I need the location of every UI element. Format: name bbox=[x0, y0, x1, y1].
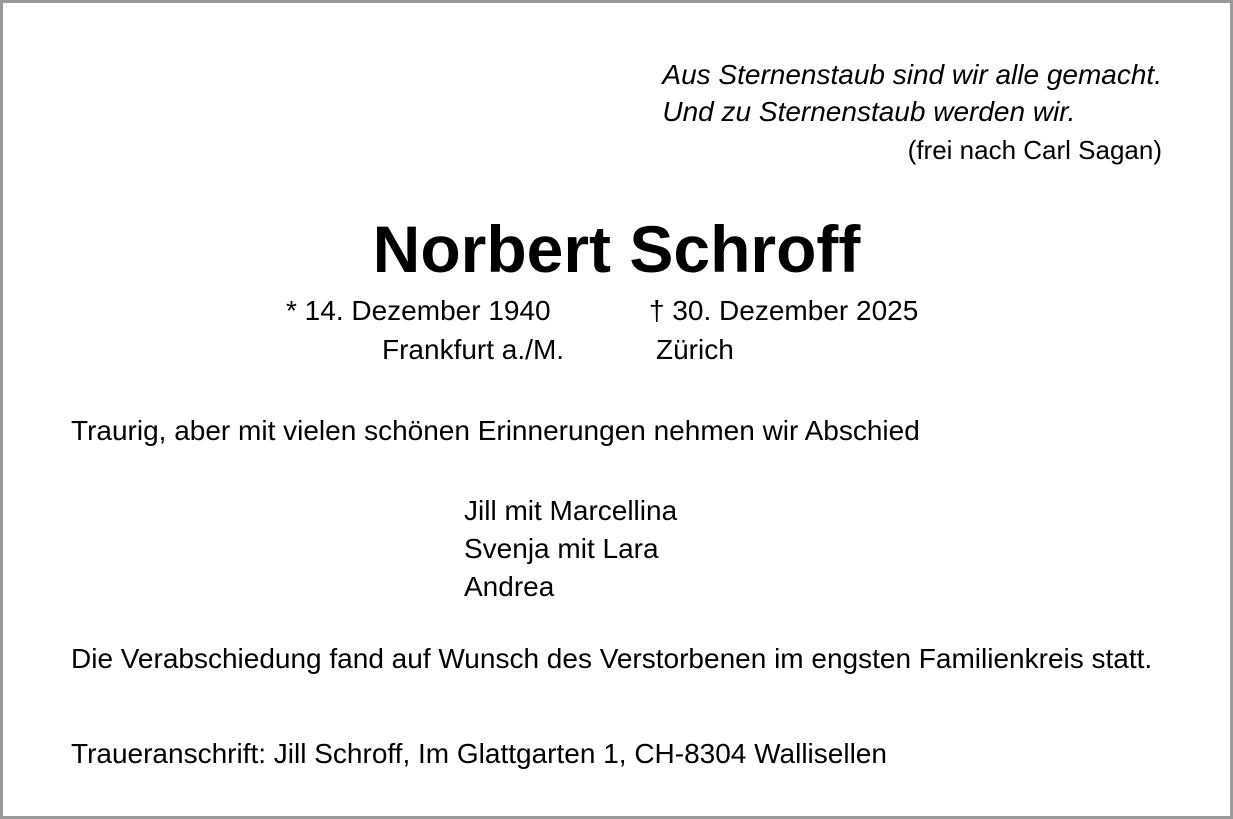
mourning-address: Traueranschrift: Jill Schroff, Im Glattgarten 1, CH-8304 Wallisellen bbox=[71, 738, 887, 769]
mourner-1: Jill mit Marcellina bbox=[464, 495, 678, 526]
deceased-name: Norbert Schroff bbox=[372, 212, 861, 286]
ceremony-note: Die Verabschiedung fand auf Wunsch des Verstorbenen im engsten Familienkreis statt. bbox=[71, 643, 1153, 674]
birth-date: * 14. Dezember 1940 bbox=[286, 295, 551, 326]
quote-source: (frei nach Carl Sagan) bbox=[907, 135, 1162, 165]
mourner-3: Andrea bbox=[464, 571, 555, 602]
death-place: Zürich bbox=[656, 334, 734, 365]
death-date: † 30. Dezember 2025 bbox=[649, 295, 919, 326]
quote-line-2: Und zu Sternenstaub werden wir. bbox=[662, 96, 1076, 127]
birth-place: Frankfurt a./M. bbox=[382, 334, 565, 365]
mourner-2: Svenja mit Lara bbox=[464, 533, 659, 564]
epigraph-quote bbox=[662, 56, 1162, 130]
farewell-text: Traurig, aber mit vielen schönen Erinnerungen nehmen wir Abschied bbox=[71, 415, 920, 446]
quote-line-1: Aus Sternenstaub sind wir alle gemacht. bbox=[662, 59, 1162, 90]
